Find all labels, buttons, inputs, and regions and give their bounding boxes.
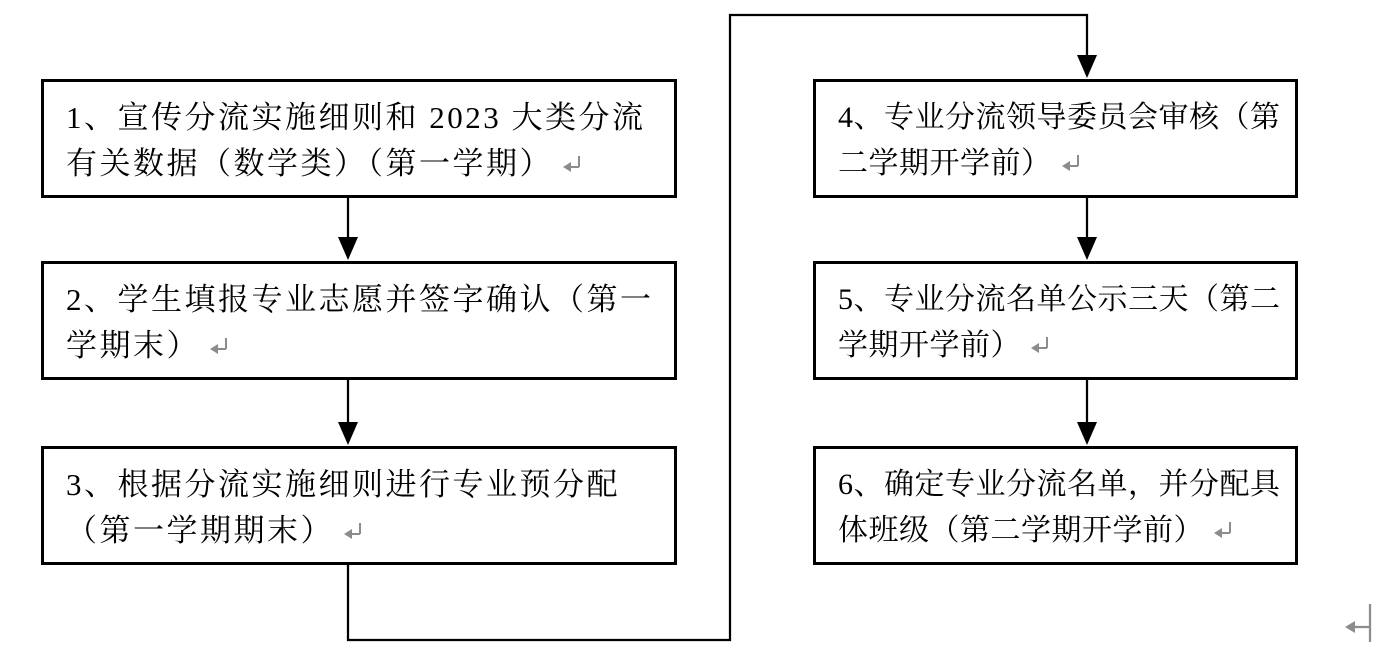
flow-box-step-1 [41,79,677,198]
flow-box-step-4 [813,79,1298,198]
flow-box-step-3 [41,446,677,565]
arrow-box5-to-box6 [1077,380,1097,445]
return-mark-icon [561,154,583,176]
flow-box-step-2 [41,261,677,380]
step-4-line-2: 二学期开学前） [838,141,1287,187]
return-mark-icon [342,521,364,543]
return-mark-icon [208,336,230,358]
return-mark-icon [1212,520,1234,542]
return-mark-icon [1060,153,1082,175]
step-3-line-1: 3、根据分流实施细则进行专业预分配 [66,467,620,502]
step-4-line-1: 4、专业分流领导委员会审核（第 [838,101,1281,134]
step-5-line-2: 学期开学前） [838,323,1287,369]
arrow-box2-to-box3 [338,380,358,445]
step-2-line-1: 2、学生填报专业志愿并签字确认（第一 [66,282,654,317]
step-1-line-1: 1、宣传分流实施细则和 2023 大类分流 [66,100,646,135]
flow-box-step-6 [813,446,1298,565]
step-3-line-2: （第一学期期末） [66,508,666,554]
step-2-line-2: 学期末） [66,323,666,369]
document-return-mark-icon [1342,602,1376,651]
flow-box-step-5 [813,261,1298,380]
arrow-box1-to-box2 [338,198,358,260]
step-5-line-1: 5、专业分流名单公示三天（第二 [838,283,1281,316]
step-6-line-2: 体班级（第二学期开学前） [838,508,1287,554]
arrow-box4-to-box5 [1077,198,1097,260]
return-mark-icon [1029,335,1051,357]
step-1-line-2: 有关数据（数学类）（第一学期） [66,141,666,187]
step-6-line-1: 6、确定专业分流名单，并分配具 [838,468,1281,501]
